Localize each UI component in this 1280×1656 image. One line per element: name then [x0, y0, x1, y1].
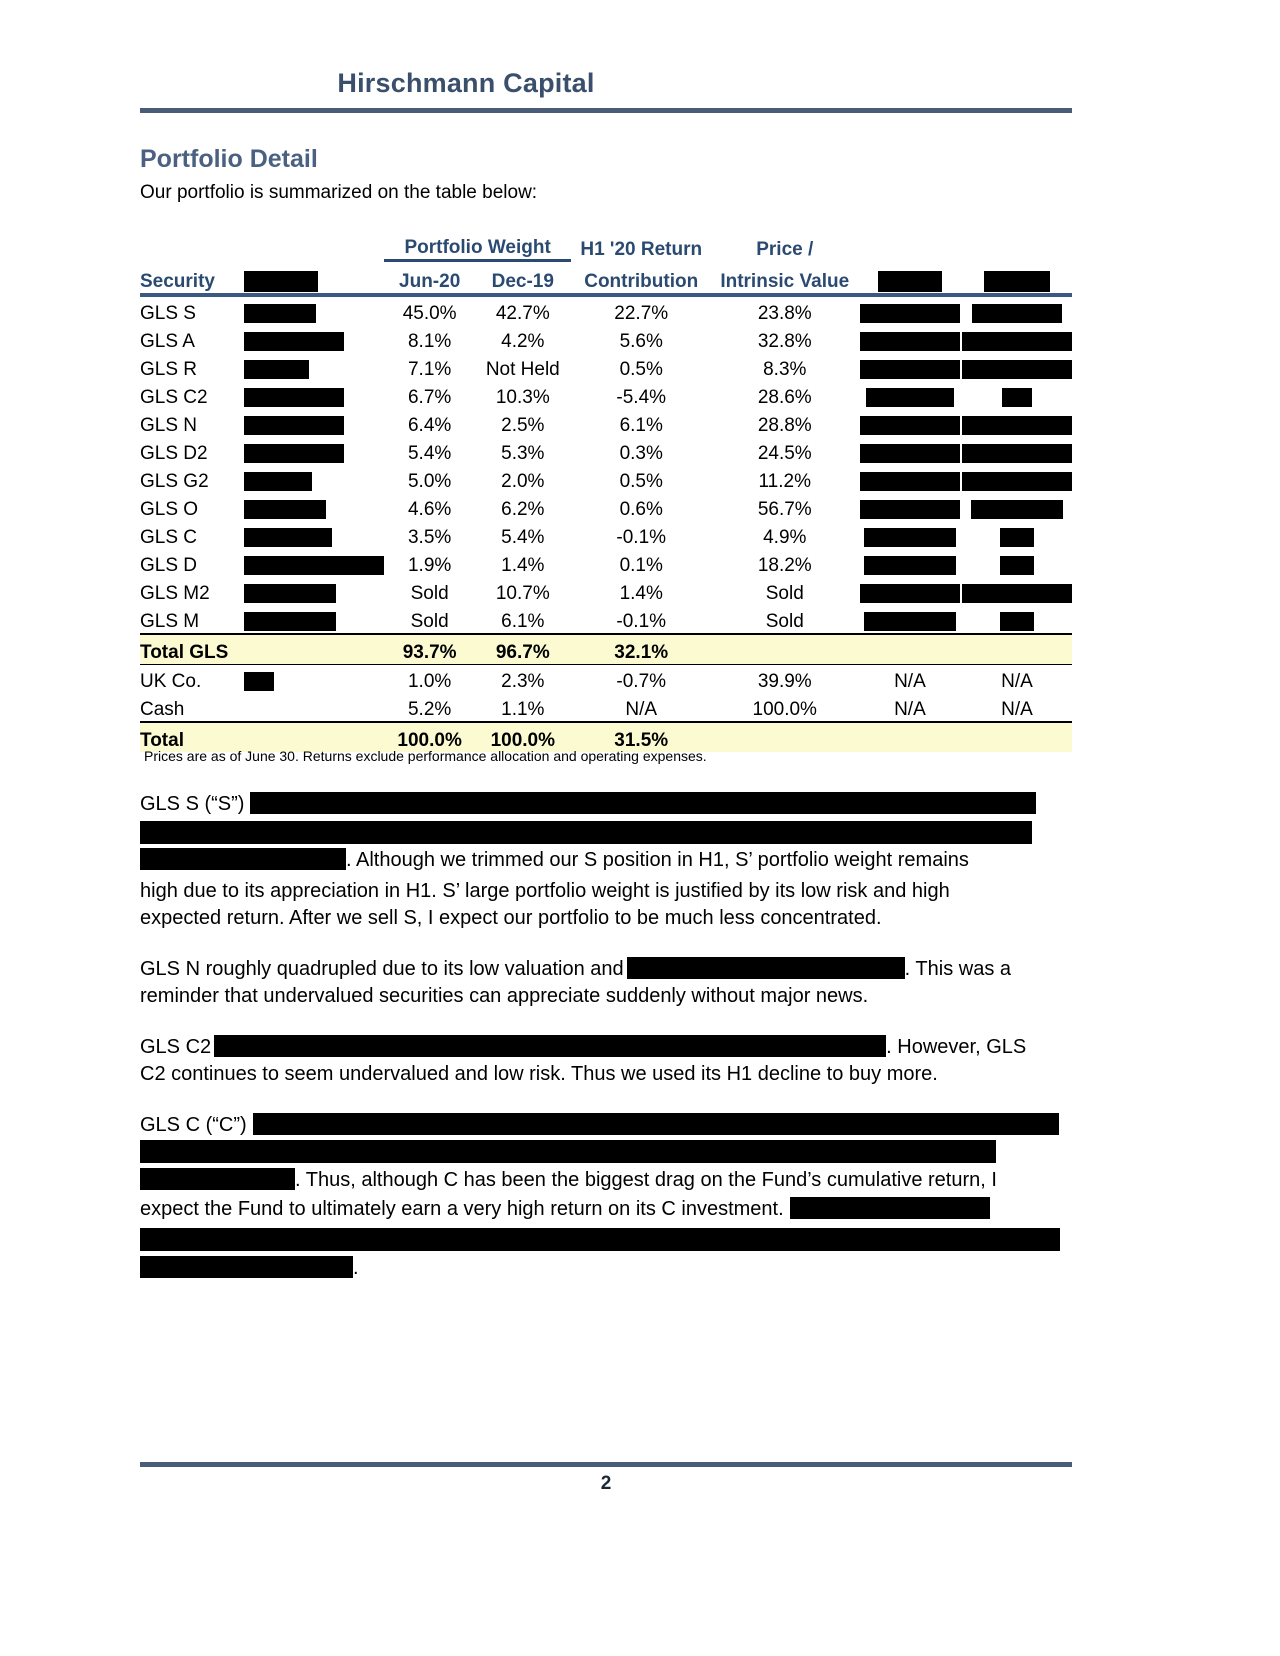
paragraph-gls-c-line3 — [140, 1165, 1072, 1195]
portfolio-table — [140, 230, 1072, 752]
cell-redacted-1 — [244, 549, 384, 577]
paragraph-gls-s-line5: expected return. After we sell S, I expect our portfolio to be much less concentrated. — [140, 907, 882, 929]
redaction-bar — [244, 500, 326, 519]
cell-price-intrinsic-value: 100.0% — [752, 699, 817, 720]
cell-jun20: 5.4% — [407, 443, 452, 464]
redaction-bar — [250, 792, 1036, 814]
cell-redacted-2 — [858, 437, 962, 465]
cell-price-intrinsic-value: 28.6% — [757, 387, 812, 408]
portfolio-table-wrapper — [140, 230, 1072, 752]
cell-price-intrinsic-value: Sold — [765, 611, 804, 632]
cell-price-intrinsic-value: 4.9% — [763, 527, 807, 548]
cell-price-intrinsic-value: 28.8% — [757, 415, 812, 436]
cell-redacted-2 — [858, 577, 962, 605]
cell-jun20: 7.1% — [407, 359, 452, 380]
redaction-bar — [864, 528, 956, 547]
cell-security: GLS M — [140, 611, 200, 632]
cell-redacted-3 — [962, 577, 1072, 605]
cell-price-intrinsic-value: 23.8% — [757, 303, 812, 324]
cell-redacted-3 — [962, 353, 1072, 381]
redaction-bar — [244, 584, 336, 603]
cell-total-label: Total — [140, 722, 244, 752]
cell-price-intrinsic-value: 39.9% — [757, 671, 812, 692]
redaction-bar — [244, 388, 344, 407]
paragraph-gls-s-line4: high due to its appreciation in H1. S’ large portfolio weight is justified by its low risk and high — [140, 880, 950, 902]
cell-jun20: 8.1% — [407, 331, 452, 352]
cell-redacted-1 — [244, 577, 384, 605]
cell-total-gls-jun20: 93.7% — [384, 634, 474, 665]
cell-redacted-1 — [244, 605, 384, 634]
spacer-cell — [244, 230, 384, 261]
column-header-contribution: Contribution — [571, 261, 712, 296]
table-row — [140, 577, 1072, 605]
cell-contribution: N/A — [625, 699, 658, 720]
intro-text: Our portfolio is summarized on the table below: — [140, 182, 538, 203]
cell-redacted-1 — [244, 295, 384, 325]
paragraph-gls-s-line3 — [140, 845, 1072, 875]
redaction-bar — [866, 388, 954, 407]
redaction-bar — [962, 444, 1072, 463]
redaction-bar — [244, 556, 384, 575]
group-header-portfolio-weight: Portfolio Weight — [384, 230, 570, 261]
cell-na-3: N/A — [1001, 699, 1033, 720]
cell-contribution: 1.4% — [619, 583, 663, 604]
paragraph-gls-c-line6 — [140, 1253, 1072, 1283]
redaction-bar — [790, 1197, 990, 1219]
paragraph-text: . — [353, 1257, 359, 1279]
paragraph-text: . Thus, although C has been the biggest drag on the Fund’s cumulative return, I — [295, 1169, 997, 1191]
cell-jun20: 1.9% — [407, 555, 452, 576]
cell-dec19: 2.0% — [501, 471, 545, 492]
paragraph-gls-n-line1 — [140, 954, 1072, 984]
page-title: Portfolio Detail — [140, 145, 318, 173]
cell-jun20: 3.5% — [407, 527, 452, 548]
cell-security: GLS D — [140, 555, 198, 576]
cell-redacted-3 — [962, 325, 1072, 353]
cell-redacted-3 — [962, 493, 1072, 521]
spacer-cell — [140, 230, 244, 261]
paragraph-gls-n-line2: reminder that undervalued securities can appreciate suddenly without major news. — [140, 985, 869, 1007]
group-header-h1-return: H1 '20 Return — [580, 238, 703, 260]
cell-jun20: 1.0% — [407, 671, 452, 692]
redaction-bar — [860, 416, 960, 435]
redaction-bar — [244, 528, 332, 547]
cell-dec19: 5.4% — [501, 527, 545, 548]
paragraph-text: expect the Fund to ultimately earn a very high return on its C investment. — [140, 1198, 784, 1220]
column-header-redacted-1 — [244, 261, 384, 296]
spacer-cell — [858, 230, 962, 261]
cell-redacted-2 — [858, 409, 962, 437]
redaction-bar — [1000, 612, 1034, 631]
redaction-bar — [244, 672, 274, 691]
cell-redacted-2 — [858, 521, 962, 549]
table-body — [140, 295, 1072, 752]
cell-blank — [712, 634, 858, 665]
cell-price-intrinsic-value: 24.5% — [757, 443, 812, 464]
cell-redacted-1 — [244, 493, 384, 521]
spacer-cell — [962, 230, 1072, 261]
table-row — [140, 353, 1072, 381]
cell-redacted-2 — [858, 465, 962, 493]
cell-redacted-3 — [962, 437, 1072, 465]
cell-price-intrinsic-value: Sold — [765, 583, 804, 604]
redaction-bar — [214, 1035, 886, 1057]
document-header — [0, 68, 932, 99]
paragraph-lead-gls-n: GLS N roughly quadrupled due to its low valuation and — [140, 958, 624, 980]
cell-security: GLS O — [140, 499, 199, 520]
cell-redacted-3 — [962, 381, 1072, 409]
redaction-bar — [244, 304, 316, 323]
table-row — [140, 381, 1072, 409]
table-row — [140, 549, 1072, 577]
cell-redacted-3 — [962, 295, 1072, 325]
cell-security: GLS C2 — [140, 387, 208, 408]
paragraph-gls-c2-line2: C2 continues to seem undervalued and low risk. Thus we used its H1 decline to buy more. — [140, 1063, 938, 1085]
redaction-bar — [984, 271, 1050, 292]
cell-price-intrinsic-value: 32.8% — [757, 331, 812, 352]
cell-redacted-1 — [244, 381, 384, 409]
cell-security: GLS S — [140, 303, 196, 324]
cell-contribution: -0.1% — [616, 611, 667, 632]
cell-contribution: 0.5% — [619, 359, 663, 380]
cell-security: UK Co. — [140, 671, 202, 692]
cell-blank — [858, 634, 962, 665]
cell-redacted-3 — [962, 465, 1072, 493]
table-group-header-row — [140, 230, 1072, 261]
cell-jun20: 5.2% — [407, 699, 452, 720]
column-header-security: Security — [140, 261, 244, 296]
page-number: 2 — [600, 1473, 612, 1494]
redaction-bar — [860, 584, 960, 603]
cell-redacted-3 — [962, 605, 1072, 634]
cell-dec19: 10.7% — [495, 583, 550, 604]
cell-redacted-2 — [858, 353, 962, 381]
table-row — [140, 665, 1072, 694]
paragraph-gls-c-line4 — [140, 1194, 1072, 1224]
cell-contribution: 5.6% — [619, 331, 663, 352]
cell-jun20: 4.6% — [407, 499, 452, 520]
cell-security: GLS D2 — [140, 443, 208, 464]
column-header-intrinsic-value: Intrinsic Value — [712, 261, 858, 296]
cell-redacted-2 — [858, 493, 962, 521]
cell-total-gls-dec19: 96.7% — [475, 634, 571, 665]
cell-dec19: 10.3% — [495, 387, 550, 408]
redaction-bar — [864, 556, 956, 575]
cell-redacted-2 — [858, 549, 962, 577]
table-subtotal-row — [140, 634, 1072, 665]
redaction-bar — [140, 848, 346, 870]
redaction-bar — [1000, 556, 1034, 575]
redaction-bar — [244, 444, 344, 463]
cell-security: GLS M2 — [140, 583, 210, 604]
redaction-bar-full — [140, 821, 1032, 844]
redaction-bar — [972, 304, 1062, 323]
redaction-bar — [253, 1113, 1059, 1135]
cell-total-dec19: 100.0% — [475, 722, 571, 752]
redaction-bar-full — [140, 1228, 1060, 1251]
table-row — [140, 493, 1072, 521]
cell-dec19: Not Held — [485, 359, 560, 380]
table-footnote: Prices are as of June 30. Returns exclude performance allocation and operating expenses. — [144, 748, 707, 764]
redaction-bar — [962, 416, 1072, 435]
table-row — [140, 325, 1072, 353]
cell-blank — [858, 722, 962, 752]
cell-redacted-1 — [244, 521, 384, 549]
cell-jun20: 5.0% — [407, 471, 452, 492]
table-row — [140, 465, 1072, 493]
redaction-bar — [244, 472, 312, 491]
cell-total-gls-label: Total GLS — [140, 634, 244, 665]
redaction-bar — [962, 360, 1072, 379]
cell-dec19: 1.1% — [501, 699, 545, 720]
company-name: Hirschmann Capital — [337, 68, 595, 98]
cell-blank — [712, 722, 858, 752]
cell-redacted-2 — [858, 381, 962, 409]
cell-redacted-3 — [962, 521, 1072, 549]
footer-divider — [140, 1462, 1072, 1467]
cell-contribution: -5.4% — [616, 387, 667, 408]
redaction-bar — [244, 332, 344, 351]
cell-security: Cash — [140, 699, 185, 720]
redaction-bar — [864, 612, 956, 631]
cell-dec19: 1.4% — [501, 555, 545, 576]
paragraph-gls-s-line1 — [140, 789, 1072, 819]
cell-redacted-2 — [858, 325, 962, 353]
cell-dec19: 6.1% — [501, 611, 545, 632]
redaction-bar — [244, 612, 336, 631]
redaction-bar — [1000, 528, 1034, 547]
cell-price-intrinsic-value: 56.7% — [757, 499, 812, 520]
cell-price-intrinsic-value: 18.2% — [757, 555, 812, 576]
redaction-bar — [627, 957, 905, 979]
header-divider — [140, 108, 1072, 113]
redaction-bar — [244, 360, 309, 379]
redaction-bar — [962, 584, 1072, 603]
redaction-bar — [244, 416, 344, 435]
cell-redacted-1 — [244, 693, 384, 722]
cell-contribution: 22.7% — [614, 303, 669, 324]
cell-redacted-1 — [244, 465, 384, 493]
redaction-bar — [244, 271, 318, 292]
paragraph-text: . However, GLS — [886, 1036, 1027, 1058]
paragraph-lead-gls-c: GLS C (“C”) — [140, 1114, 247, 1136]
redaction-bar — [860, 472, 960, 491]
cell-contribution: 0.5% — [619, 471, 663, 492]
cell-jun20: Sold — [410, 611, 449, 632]
table-row — [140, 693, 1072, 722]
cell-redacted-2 — [858, 295, 962, 325]
cell-blank — [244, 634, 384, 665]
cell-jun20: Sold — [410, 583, 449, 604]
cell-jun20: 6.7% — [407, 387, 452, 408]
cell-dec19: 2.5% — [501, 415, 545, 436]
paragraph-text: . Although we trimmed our S position in H1, S’ portfolio weight remains — [346, 849, 969, 871]
cell-redacted-3 — [962, 549, 1072, 577]
cell-redacted-3 — [962, 409, 1072, 437]
column-header-dec19: Dec-19 — [475, 261, 571, 296]
cell-dec19: 5.3% — [501, 443, 545, 464]
cell-contribution: -0.7% — [616, 671, 667, 692]
cell-redacted-1 — [244, 665, 384, 694]
cell-dec19: 2.3% — [501, 671, 545, 692]
redaction-bar — [878, 271, 942, 292]
redaction-bar — [962, 472, 1072, 491]
paragraph-gls-c-line1 — [140, 1110, 1072, 1140]
cell-redacted-1 — [244, 325, 384, 353]
cell-price-intrinsic-value: 8.3% — [763, 359, 807, 380]
cell-contribution: 6.1% — [619, 415, 663, 436]
cell-na-2: N/A — [894, 671, 926, 692]
column-header-redacted-3 — [962, 261, 1072, 296]
cell-blank — [962, 722, 1072, 752]
table-row — [140, 409, 1072, 437]
cell-dec19: 4.2% — [501, 331, 545, 352]
redaction-bar — [860, 332, 960, 351]
redaction-bar — [140, 1168, 295, 1190]
redaction-bar — [962, 332, 1072, 351]
cell-jun20: 6.4% — [407, 415, 452, 436]
cell-contribution: 0.1% — [619, 555, 663, 576]
cell-total-jun20: 100.0% — [384, 722, 474, 752]
redaction-bar — [971, 500, 1063, 519]
redaction-bar — [860, 500, 960, 519]
group-header-price: Price / — [756, 238, 814, 260]
cell-security: GLS N — [140, 415, 198, 436]
redaction-bar — [860, 444, 960, 463]
table-header-row — [140, 261, 1072, 296]
cell-redacted-1 — [244, 409, 384, 437]
cell-redacted-1 — [244, 437, 384, 465]
cell-dec19: 42.7% — [495, 303, 550, 324]
cell-dec19: 6.2% — [501, 499, 545, 520]
column-header-redacted-2 — [858, 261, 962, 296]
table-row — [140, 605, 1072, 634]
cell-na-2: N/A — [894, 699, 926, 720]
cell-total-gls-contribution: 32.1% — [571, 634, 712, 665]
redaction-bar — [140, 1256, 353, 1278]
cell-jun20: 45.0% — [402, 303, 457, 324]
column-header-jun20: Jun-20 — [384, 261, 474, 296]
table-row — [140, 521, 1072, 549]
paragraph-gls-c2-line1 — [140, 1032, 1072, 1062]
paragraph-lead-gls-s: GLS S (“S”) — [140, 793, 245, 815]
cell-security: GLS C — [140, 527, 198, 548]
table-row — [140, 295, 1072, 325]
cell-price-intrinsic-value: 11.2% — [758, 471, 811, 492]
paragraph-text: . This was a — [904, 958, 1011, 980]
cell-redacted-1 — [244, 353, 384, 381]
cell-security: GLS G2 — [140, 471, 209, 492]
cell-contribution: 0.3% — [619, 443, 663, 464]
cell-redacted-2 — [858, 605, 962, 634]
cell-security: GLS R — [140, 359, 198, 380]
redaction-bar — [860, 360, 960, 379]
cell-na-3: N/A — [1001, 671, 1033, 692]
cell-total-contribution: 31.5% — [571, 722, 712, 752]
redaction-bar — [860, 304, 960, 323]
redaction-bar — [1002, 388, 1032, 407]
cell-contribution: 0.6% — [619, 499, 663, 520]
cell-blank — [962, 634, 1072, 665]
cell-security: GLS A — [140, 331, 195, 352]
cell-contribution: -0.1% — [616, 527, 667, 548]
paragraph-lead-gls-c2: GLS C2 — [140, 1036, 212, 1058]
redaction-bar-full — [140, 1140, 996, 1163]
table-row — [140, 437, 1072, 465]
